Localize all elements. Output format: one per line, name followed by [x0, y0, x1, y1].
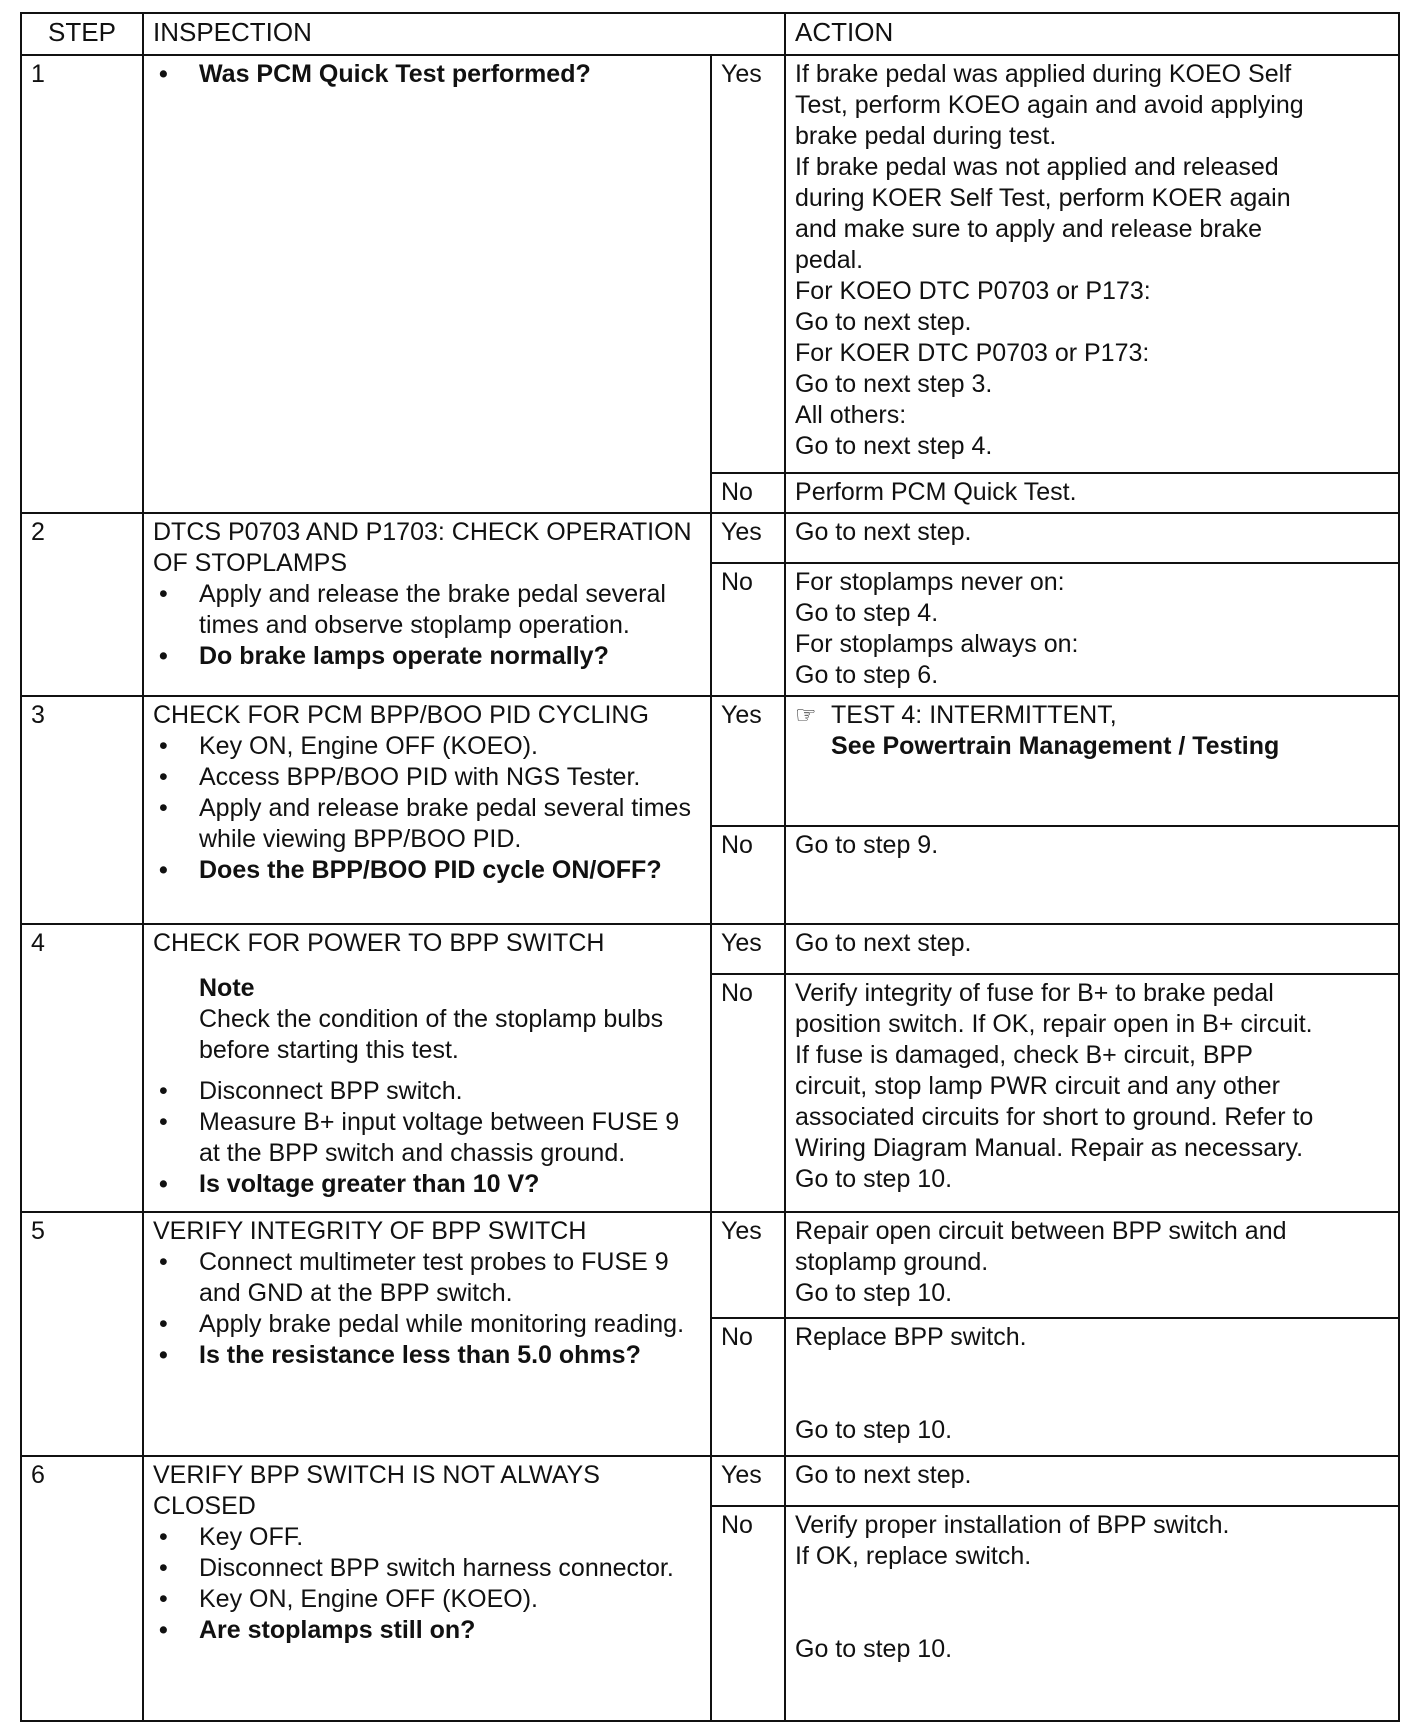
action-line: If brake pedal was applied during KOEO Self	[795, 60, 1292, 88]
inspection-bullet: • Key ON, Engine OFF (KOEO).	[153, 731, 701, 762]
step-number: 6	[21, 1456, 143, 1721]
yes-label: Yes	[711, 924, 785, 974]
action-line: Go to step 4.	[795, 599, 939, 627]
inspection-cell	[143, 55, 711, 513]
action-line: Test, perform KOEO again and avoid applying	[795, 91, 1304, 119]
see-reference: See Powertrain Management / Testing	[831, 732, 1280, 760]
inspection-question: • Is voltage greater than 10 V?	[153, 1169, 701, 1200]
step-5-yes-row	[21, 1212, 1399, 1318]
action-line: If brake pedal was not applied and released	[795, 153, 1279, 181]
action-line: during KOER Self Test, perform KOER again	[795, 184, 1291, 212]
action-line: pedal.	[795, 246, 864, 274]
no-action	[785, 563, 1399, 696]
spacer	[795, 1353, 1389, 1415]
inspection-bullet: • Apply and release the brake pedal several times and observe stoplamp operation.	[153, 579, 701, 641]
action-line: Replace BPP switch.	[795, 1323, 1027, 1351]
inspection-title: DTCS P0703 AND P1703: CHECK OPERATION OF STOPLAMPS	[153, 518, 692, 577]
inspection-cell	[143, 1456, 711, 1721]
inspection-bullet: • Apply brake pedal while monitoring reading.	[153, 1309, 701, 1340]
no-action	[785, 1318, 1399, 1456]
inspection-question: • Was PCM Quick Test performed?	[153, 59, 701, 90]
no-label: No	[711, 826, 785, 924]
step-1-yes-row	[21, 55, 1399, 473]
header-row	[21, 13, 1399, 55]
action-line: Verify proper installation of BPP switch.	[795, 1511, 1230, 1539]
yes-action	[785, 1212, 1399, 1318]
yes-label: Yes	[711, 696, 785, 826]
yes-action: Go to next step.	[785, 513, 1399, 563]
action-line: Go to next step 3.	[795, 370, 993, 398]
action-line: stoplamp ground.	[795, 1248, 989, 1276]
test-reference: TEST 4: INTERMITTENT,	[831, 701, 1117, 729]
action-line: If fuse is damaged, check B+ circuit, BPP	[795, 1041, 1253, 1069]
step-3-yes-row	[21, 696, 1399, 826]
step-6-yes-row	[21, 1456, 1399, 1506]
inspection-bullet: • Connect multimeter test probes to FUSE 9 and GND at the BPP switch.	[153, 1247, 701, 1309]
header-inspection: INSPECTION	[143, 13, 785, 55]
inspection-title: VERIFY BPP SWITCH IS NOT ALWAYS CLOSED	[153, 1461, 600, 1520]
inspection-title: VERIFY INTEGRITY OF BPP SWITCH	[153, 1217, 587, 1245]
action-line: and make sure to apply and release brake	[795, 215, 1262, 243]
inspection-title: CHECK FOR PCM BPP/BOO PID CYCLING	[153, 701, 649, 729]
step-2-yes-row	[21, 513, 1399, 563]
no-action	[785, 1506, 1399, 1721]
header-step: STEP	[21, 13, 143, 55]
action-line: For KOEO DTC P0703 or P173:	[795, 277, 1151, 305]
action-line: For KOER DTC P0703 or P173:	[795, 339, 1150, 367]
inspection-bullet: • Measure B+ input voltage between FUSE 9 at the BPP switch and chassis ground.	[153, 1107, 701, 1169]
step-number: 5	[21, 1212, 143, 1456]
action-line: Go to next step.	[795, 308, 972, 336]
no-action	[785, 974, 1399, 1212]
inspection-bullet: • Disconnect BPP switch harness connector.	[153, 1553, 701, 1584]
yes-label: Yes	[711, 513, 785, 563]
inspection-bullet: • Key ON, Engine OFF (KOEO).	[153, 1584, 701, 1615]
action-line: circuit, stop lamp PWR circuit and any other	[795, 1072, 1280, 1100]
inspection-bullet: • Key OFF.	[153, 1522, 701, 1553]
action-line: If OK, replace switch.	[795, 1542, 1032, 1570]
action-line: brake pedal during test.	[795, 122, 1057, 150]
inspection-bullet: • Apply and release brake pedal several times while viewing BPP/BOO PID.	[153, 793, 701, 855]
yes-action	[785, 696, 1399, 826]
yes-label: Yes	[711, 1212, 785, 1318]
no-label: No	[711, 1318, 785, 1456]
spacer	[795, 1572, 1389, 1634]
step-number: 1	[21, 55, 143, 513]
inspection-bullet: • Access BPP/BOO PID with NGS Tester.	[153, 762, 701, 793]
inspection-question: • Do brake lamps operate normally?	[153, 641, 701, 672]
header-action: ACTION	[785, 13, 1399, 55]
action-line: All others:	[795, 401, 907, 429]
action-line: Go to step 10.	[795, 1635, 953, 1663]
yes-label: Yes	[711, 1456, 785, 1506]
action-line: Go to step 10.	[795, 1279, 953, 1307]
pointing-hand-icon: ☞	[795, 702, 817, 729]
inspection-question: • Is the resistance less than 5.0 ohms?	[153, 1340, 701, 1371]
yes-label: Yes	[711, 55, 785, 473]
inspection-title: CHECK FOR POWER TO BPP SWITCH	[153, 929, 605, 957]
no-action: Go to step 9.	[785, 826, 1399, 924]
action-line: position switch. If OK, repair open in B+ circuit.	[795, 1010, 1313, 1038]
no-label: No	[711, 1506, 785, 1721]
no-label: No	[711, 563, 785, 696]
action-line: Wiring Diagram Manual. Repair as necessary.	[795, 1134, 1304, 1162]
yes-action: Go to next step.	[785, 924, 1399, 974]
no-action: Perform PCM Quick Test.	[785, 473, 1399, 513]
action-line: For stoplamps always on:	[795, 630, 1079, 658]
step-4-yes-row	[21, 924, 1399, 974]
no-label: No	[711, 473, 785, 513]
step-number: 4	[21, 924, 143, 1212]
inspection-cell	[143, 924, 711, 1212]
note-title: Note	[199, 974, 255, 1002]
step-number: 2	[21, 513, 143, 696]
action-line: Go to step 10.	[795, 1416, 953, 1444]
step-number: 3	[21, 696, 143, 924]
action-line: Repair open circuit between BPP switch and	[795, 1217, 1287, 1245]
no-label: No	[711, 974, 785, 1212]
inspection-question: • Does the BPP/BOO PID cycle ON/OFF?	[153, 855, 701, 886]
action-line: associated circuits for short to ground. Refer to	[795, 1103, 1314, 1131]
inspection-cell	[143, 513, 711, 696]
action-line: Go to next step 4.	[795, 432, 993, 460]
action-line: For stoplamps never on:	[795, 568, 1065, 596]
action-line: Go to step 10.	[795, 1165, 953, 1193]
inspection-cell	[143, 696, 711, 924]
action-line: Go to step 6.	[795, 661, 939, 689]
spacer	[153, 1066, 701, 1076]
inspection-bullet: • Disconnect BPP switch.	[153, 1076, 701, 1107]
note-text: Check the condition of the stoplamp bulbs before starting this test.	[199, 1005, 664, 1064]
yes-action	[785, 55, 1399, 473]
diagnostic-table	[20, 12, 1400, 1722]
inspection-cell	[143, 1212, 711, 1456]
yes-action: Go to next step.	[785, 1456, 1399, 1506]
action-line: Verify integrity of fuse for B+ to brake pedal	[795, 979, 1274, 1007]
inspection-question: • Are stoplamps still on?	[153, 1615, 701, 1646]
